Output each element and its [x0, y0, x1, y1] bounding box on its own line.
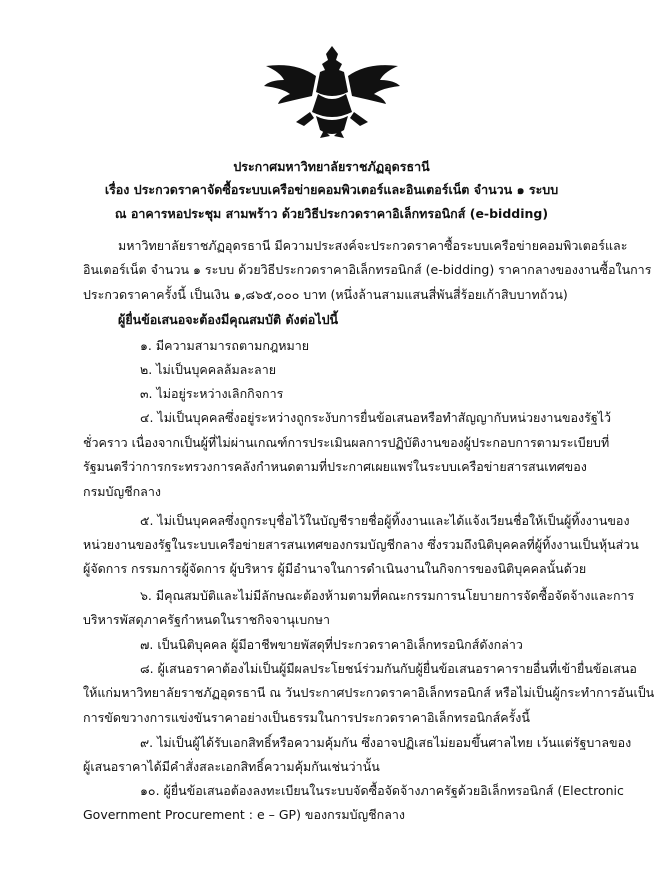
qualification-item-10: ๑๐. ผู้ยื่นข้อเสนอต้องลงทะเบียนในระบบจัดซื้อจัดจ้างภาครัฐด้วยอิเล็กทรอนิกส์ (Electronic [140, 783, 624, 798]
qualification-item-5: ๕. ไม่เป็นบุคคลซึ่งถูกระบุชื่อไว้ในบัญชีรายชื่อผู้ทิ้งงานและได้แจ้งเวียนชื่อให้เป็นผู้ทิ้งงานของ [140, 513, 630, 528]
garuda-emblem [262, 42, 402, 140]
qualification-item-4: ๔. ไม่เป็นบุคคลซึ่งอยู่ระหว่างถูกระงับการยื่นข้อเสนอหรือทำสัญญากับหน่วยงานของรัฐไว้ [140, 410, 612, 425]
qualification-item-2: ๒. ไม่เป็นบุคคลล้มละลาย [140, 362, 277, 377]
document-title: ประกาศมหาวิทยาลัยราชภัฏอุดรธานี [233, 159, 430, 174]
qualification-item-10: Government Procurement : e – GP) ของกรมบัญชีกลาง [83, 807, 406, 822]
qualification-item-8: การขัดขวางการแข่งขันราคาอย่างเป็นธรรมในการประกวดราคาอิเล็กทรอนิกส์ครั้งนี้ [83, 710, 530, 725]
qualification-item-4: ชั่วคราว เนื่องจากเป็นผู้ที่ไม่ผ่านเกณฑ์การประเมินผลการปฏิบัติงานของผู้ประกอบการตามระเบียบที่ [83, 435, 610, 450]
intro-paragraph-line: อินเตอร์เน็ต จำนวน ๑ ระบบ ด้วยวิธีประกวดราคาอิเล็กทรอนิกส์ (e-bidding) ราคากลางของงานซื้อในการ [83, 262, 652, 277]
qualification-item-7: ๗. เป็นนิติบุคคล ผู้มีอาชีพขายพัสดุที่ประกวดราคาอิเล็กทรอนิกส์ดังกล่าว [140, 637, 523, 652]
qualification-item-3: ๓. ไม่อยู่ระหว่างเลิกกิจการ [140, 386, 284, 401]
qualification-item-6: ๖. มีคุณสมบัติและไม่มีลักษณะต้องห้ามตามที่คณะกรรมการนโยบายการจัดซื้อจัดจ้างและการ [140, 588, 635, 603]
qualification-item-6: บริหารพัสดุภาครัฐกำหนดในราชกิจจานุเบกษา [83, 612, 331, 627]
qualification-item-8: ๘. ผู้เสนอราคาต้องไม่เป็นผู้มีผลประโยชน์ร่วมกันกับผู้ยื่นข้อเสนอราคารายอื่นที่เข้ายื่นข้อเสนอ [140, 661, 637, 676]
qualification-item-9: ผู้เสนอราคาได้มีคำสั่งสละเอกสิทธิ์ความคุ้มกันเช่นว่านั้น [83, 759, 380, 774]
qualification-item-1: ๑. มีความสามารถตามกฎหมาย [140, 338, 310, 353]
qualification-item-4: กรมบัญชีกลาง [83, 484, 161, 499]
qualification-item-8: ให้แก่มหาวิทยาลัยราชภัฏอุดรธานี ณ วันประกาศประกวดราคาอิเล็กทรอนิกส์ หรือไม่เป็นผู้กระทำการอันเป็น [83, 685, 655, 700]
qualification-item-5: ผู้จัดการ กรรมการผู้จัดการ ผู้บริหาร ผู้มีอำนาจในการดำเนินงานในกิจการของนิติบุคคลนั้นด้วย [83, 561, 587, 576]
document-subject: ณ อาคารหอประชุม สามพร้าว ด้วยวิธีประกวดราคาอิเล็กทรอนิกส์ (e-bidding) [114, 206, 549, 221]
qualifications-heading: ผู้ยื่นข้อเสนอจะต้องมีคุณสมบัติ ดังต่อไปนี้ [118, 312, 339, 327]
intro-paragraph-line: ประกวดราคาครั้งนี้ เป็นเงิน ๑,๘๖๕,๐๐๐ บาท (หนึ่งล้านสามแสนสี่พันสี่ร้อยเก้าสิบบาทถ้วน) [83, 287, 568, 302]
qualification-item-5: หน่วยงานของรัฐในระบบเครือข่ายสารสนเทศของกรมบัญชีกลาง ซึ่งรวมถึงนิติบุคคลที่ผู้ทิ้งงานเป็นหุ้นส่วน [83, 537, 639, 552]
document-subject: เรื่อง ประกวดราคาจัดซื้อระบบเครือข่ายคอมพิวเตอร์และอินเตอร์เน็ต จำนวน ๑ ระบบ [104, 182, 559, 197]
qualification-item-9: ๙. ไม่เป็นผู้ได้รับเอกสิทธิ์หรือความคุ้มกัน ซึ่งอาจปฏิเสธไม่ยอมขึ้นศาลไทย เว้นแต่รัฐบาลของ [140, 735, 632, 750]
intro-paragraph-line: มหาวิทยาลัยราชภัฏอุดรธานี มีความประสงค์จะประกวดราคาซื้อระบบเครือข่ายคอมพิวเตอร์และ [118, 238, 628, 253]
qualification-item-4: รัฐมนตรีว่าการกระทรวงการคลังกำหนดตามที่ประกาศเผยแพร่ในระบบเครือข่ายสารสนเทศของ [83, 459, 587, 474]
